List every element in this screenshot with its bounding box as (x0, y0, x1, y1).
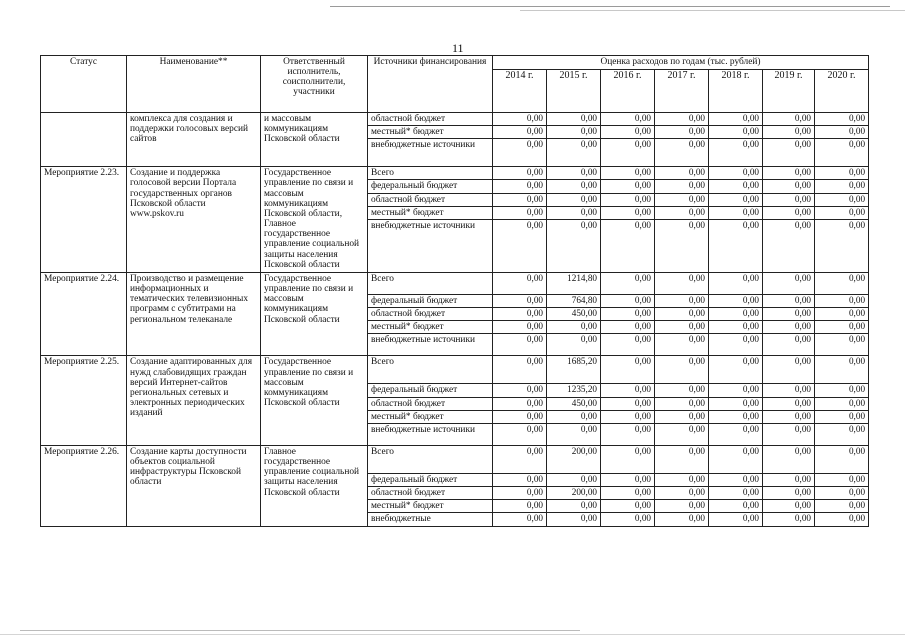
value-cell: 0,00 (815, 321, 869, 334)
scan-line (0, 634, 905, 635)
value-cell: 0,00 (709, 167, 763, 180)
measure-name: Производство и размещение информационных и тематических телевизионных программ с субтитрами на региональном телеканале (127, 272, 261, 355)
value-cell: 0,00 (815, 384, 869, 397)
value-cell: 0,00 (815, 113, 869, 126)
value-cell: 0,00 (655, 356, 709, 384)
value-cell: 0,00 (763, 356, 815, 384)
source-cell: местный* бюджет (368, 206, 493, 219)
source-cell: местный* бюджет (368, 500, 493, 513)
value-cell: 0,00 (601, 487, 655, 500)
value-cell: 450,00 (547, 397, 601, 410)
value-cell: 0,00 (493, 423, 547, 445)
value-cell: 0,00 (547, 206, 601, 219)
header-year: 2020 г. (815, 70, 869, 113)
header-executor: Ответственный исполнитель, соисполнители, участники (261, 56, 368, 113)
value-cell: 0,00 (709, 513, 763, 526)
value-cell: 0,00 (493, 384, 547, 397)
value-cell: 0,00 (709, 113, 763, 126)
header-estimate: Оценка расходов по годам (тыс. рублей) (493, 56, 869, 70)
page-number: 11 (452, 41, 464, 55)
value-cell: 0,00 (655, 219, 709, 272)
value-cell: 0,00 (601, 321, 655, 334)
source-cell: местный* бюджет (368, 321, 493, 334)
value-cell: 764,80 (547, 294, 601, 307)
value-cell: 0,00 (547, 500, 601, 513)
executor-cell: Государственное управление по связи и массовым коммуникациям Псковской области, Главное государственное управление социальной защиты населения Псковской области (261, 167, 368, 273)
value-cell: 0,00 (763, 219, 815, 272)
value-cell: 0,00 (601, 384, 655, 397)
source-cell: областной бюджет (368, 308, 493, 321)
value-cell: 0,00 (763, 180, 815, 193)
executor-cell: Главное государственное управление социальной защиты населения Псковской области (261, 445, 368, 526)
value-cell: 0,00 (601, 445, 655, 473)
value-cell: 0,00 (763, 513, 815, 526)
value-cell: 0,00 (493, 334, 547, 356)
value-cell: 0,00 (601, 423, 655, 445)
value-cell: 0,00 (493, 139, 547, 167)
value-cell: 0,00 (493, 126, 547, 139)
value-cell: 0,00 (601, 410, 655, 423)
value-cell: 0,00 (815, 473, 869, 486)
value-cell: 0,00 (763, 334, 815, 356)
status-cell: Мероприятие 2.26. (41, 445, 127, 526)
value-cell: 0,00 (601, 167, 655, 180)
header-status: Статус (41, 56, 127, 113)
value-cell: 0,00 (493, 397, 547, 410)
value-cell: 0,00 (709, 473, 763, 486)
value-cell: 0,00 (815, 356, 869, 384)
status-cell: Мероприятие 2.23. (41, 167, 127, 273)
value-cell: 0,00 (655, 126, 709, 139)
value-cell: 0,00 (709, 308, 763, 321)
value-cell: 0,00 (601, 180, 655, 193)
source-cell: внебюджетные источники (368, 219, 493, 272)
value-cell: 0,00 (815, 445, 869, 473)
scan-line (520, 10, 905, 11)
header-year: 2015 г. (547, 70, 601, 113)
measure-name: Создание карты доступности объектов социальной инфраструктуры Псковской области (127, 445, 261, 526)
scan-artifact-bottom (0, 626, 905, 640)
header-year: 2014 г. (493, 70, 547, 113)
header-year: 2018 г. (709, 70, 763, 113)
budget-table (40, 55, 869, 527)
value-cell: 0,00 (547, 193, 601, 206)
executor-cell: Государственное управление по связи и массовым коммуникациям Псковской области (261, 272, 368, 355)
header-year: 2017 г. (655, 70, 709, 113)
value-cell: 0,00 (655, 384, 709, 397)
source-cell: Всего (368, 272, 493, 294)
value-cell: 0,00 (709, 334, 763, 356)
value-cell: 0,00 (493, 473, 547, 486)
value-cell: 200,00 (547, 445, 601, 473)
value-cell: 0,00 (655, 308, 709, 321)
value-cell: 0,00 (601, 356, 655, 384)
source-cell: местный* бюджет (368, 410, 493, 423)
value-cell: 0,00 (709, 272, 763, 294)
source-cell: внебюджетные (368, 513, 493, 526)
value-cell: 0,00 (815, 193, 869, 206)
value-cell: 0,00 (709, 193, 763, 206)
source-cell: областной бюджет (368, 487, 493, 500)
value-cell: 0,00 (493, 308, 547, 321)
source-cell: Всего (368, 445, 493, 473)
value-cell: 0,00 (709, 180, 763, 193)
scan-line (330, 6, 890, 7)
value-cell: 0,00 (815, 397, 869, 410)
value-cell: 0,00 (709, 500, 763, 513)
value-cell: 0,00 (815, 294, 869, 307)
value-cell: 0,00 (763, 487, 815, 500)
value-cell: 0,00 (493, 410, 547, 423)
value-cell: 0,00 (655, 193, 709, 206)
value-cell: 0,00 (547, 180, 601, 193)
value-cell: 0,00 (547, 473, 601, 486)
source-cell: Всего (368, 356, 493, 384)
scan-line (20, 630, 580, 631)
value-cell: 0,00 (709, 294, 763, 307)
executor-cell: Государственное управление по связи и массовым коммуникациям Псковской области (261, 356, 368, 445)
value-cell: 0,00 (709, 321, 763, 334)
value-cell: 0,00 (655, 445, 709, 473)
value-cell: 0,00 (655, 410, 709, 423)
value-cell: 0,00 (655, 397, 709, 410)
measure-name: комплекса для создания и поддержки голосовых версий сайтов (127, 113, 261, 167)
value-cell: 0,00 (815, 500, 869, 513)
value-cell: 0,00 (763, 410, 815, 423)
value-cell: 0,00 (601, 193, 655, 206)
value-cell: 0,00 (601, 513, 655, 526)
value-cell: 0,00 (763, 167, 815, 180)
value-cell: 0,00 (763, 384, 815, 397)
value-cell: 0,00 (493, 167, 547, 180)
value-cell: 0,00 (763, 473, 815, 486)
value-cell: 0,00 (763, 206, 815, 219)
value-cell: 0,00 (655, 473, 709, 486)
value-cell: 0,00 (493, 321, 547, 334)
value-cell: 0,00 (547, 410, 601, 423)
value-cell: 0,00 (547, 139, 601, 167)
source-cell: областной бюджет (368, 193, 493, 206)
value-cell: 0,00 (763, 423, 815, 445)
value-cell: 0,00 (655, 139, 709, 167)
value-cell: 0,00 (601, 334, 655, 356)
value-cell: 0,00 (601, 219, 655, 272)
value-cell: 0,00 (763, 126, 815, 139)
value-cell: 0,00 (601, 308, 655, 321)
value-cell: 0,00 (493, 513, 547, 526)
value-cell: 0,00 (547, 423, 601, 445)
value-cell: 0,00 (655, 167, 709, 180)
value-cell: 0,00 (763, 397, 815, 410)
value-cell: 0,00 (815, 272, 869, 294)
header-name: Наименование** (127, 56, 261, 113)
source-cell: федеральный бюджет (368, 473, 493, 486)
source-cell: внебюджетные источники (368, 334, 493, 356)
value-cell: 0,00 (601, 473, 655, 486)
value-cell: 0,00 (763, 294, 815, 307)
value-cell: 0,00 (547, 321, 601, 334)
value-cell: 0,00 (601, 500, 655, 513)
source-cell: федеральный бюджет (368, 384, 493, 397)
value-cell: 0,00 (815, 410, 869, 423)
value-cell: 0,00 (655, 206, 709, 219)
value-cell: 0,00 (709, 384, 763, 397)
value-cell: 0,00 (601, 113, 655, 126)
value-cell: 0,00 (709, 139, 763, 167)
value-cell: 0,00 (763, 500, 815, 513)
value-cell: 0,00 (655, 294, 709, 307)
value-cell: 0,00 (709, 445, 763, 473)
value-cell: 0,00 (493, 180, 547, 193)
value-cell: 0,00 (601, 294, 655, 307)
value-cell: 0,00 (547, 126, 601, 139)
value-cell: 0,00 (493, 219, 547, 272)
value-cell: 0,00 (709, 487, 763, 500)
value-cell: 0,00 (815, 167, 869, 180)
source-cell: федеральный бюджет (368, 180, 493, 193)
value-cell: 0,00 (763, 193, 815, 206)
scan-artifact-top (0, 0, 905, 16)
value-cell: 0,00 (709, 410, 763, 423)
value-cell: 0,00 (815, 513, 869, 526)
value-cell: 0,00 (655, 487, 709, 500)
value-cell: 0,00 (493, 445, 547, 473)
value-cell: 0,00 (763, 272, 815, 294)
source-cell: областной бюджет (368, 397, 493, 410)
value-cell: 0,00 (493, 356, 547, 384)
value-cell: 1214,80 (547, 272, 601, 294)
value-cell: 0,00 (815, 423, 869, 445)
value-cell: 0,00 (493, 206, 547, 219)
value-cell: 0,00 (493, 500, 547, 513)
header-sources: Источники финансирования (368, 56, 493, 113)
value-cell: 0,00 (815, 308, 869, 321)
value-cell: 0,00 (815, 487, 869, 500)
value-cell: 0,00 (547, 334, 601, 356)
value-cell: 0,00 (709, 219, 763, 272)
value-cell: 0,00 (601, 397, 655, 410)
value-cell: 1685,20 (547, 356, 601, 384)
measure-name: Создание адаптированных для нужд слабовидящих граждан версий Интернет-сайтов региональных сетевых и электронных периодических изданий (127, 356, 261, 445)
value-cell: 0,00 (493, 487, 547, 500)
value-cell: 0,00 (815, 180, 869, 193)
value-cell: 0,00 (601, 272, 655, 294)
value-cell: 0,00 (547, 167, 601, 180)
value-cell: 0,00 (547, 513, 601, 526)
value-cell: 1235,20 (547, 384, 601, 397)
source-cell: федеральный бюджет (368, 294, 493, 307)
value-cell: 0,00 (709, 126, 763, 139)
value-cell: 0,00 (655, 180, 709, 193)
header-year: 2019 г. (763, 70, 815, 113)
status-cell: Мероприятие 2.24. (41, 272, 127, 355)
value-cell: 450,00 (547, 308, 601, 321)
source-cell: внебюджетные источники (368, 139, 493, 167)
value-cell: 0,00 (493, 294, 547, 307)
value-cell: 0,00 (655, 513, 709, 526)
value-cell: 0,00 (763, 445, 815, 473)
value-cell: 0,00 (655, 500, 709, 513)
value-cell: 0,00 (815, 334, 869, 356)
value-cell: 0,00 (709, 356, 763, 384)
source-cell: местный* бюджет (368, 126, 493, 139)
value-cell: 0,00 (601, 139, 655, 167)
status-cell: Мероприятие 2.25. (41, 356, 127, 445)
value-cell: 0,00 (493, 272, 547, 294)
value-cell: 0,00 (547, 113, 601, 126)
source-cell: Всего (368, 167, 493, 180)
value-cell: 0,00 (547, 219, 601, 272)
value-cell: 0,00 (709, 206, 763, 219)
value-cell: 0,00 (601, 126, 655, 139)
value-cell: 0,00 (815, 126, 869, 139)
value-cell: 0,00 (655, 334, 709, 356)
executor-cell: и массовым коммуникациям Псковской области (261, 113, 368, 167)
value-cell: 0,00 (655, 423, 709, 445)
value-cell: 0,00 (763, 113, 815, 126)
value-cell: 0,00 (709, 423, 763, 445)
value-cell: 200,00 (547, 487, 601, 500)
value-cell: 0,00 (763, 139, 815, 167)
value-cell: 0,00 (601, 206, 655, 219)
value-cell: 0,00 (493, 113, 547, 126)
source-cell: внебюджетные источники (368, 423, 493, 445)
value-cell: 0,00 (655, 321, 709, 334)
value-cell: 0,00 (815, 206, 869, 219)
status-cell (41, 113, 127, 167)
value-cell: 0,00 (815, 219, 869, 272)
value-cell: 0,00 (493, 193, 547, 206)
value-cell: 0,00 (815, 139, 869, 167)
value-cell: 0,00 (763, 321, 815, 334)
value-cell: 0,00 (655, 113, 709, 126)
header-year: 2016 г. (601, 70, 655, 113)
source-cell: областной бюджет (368, 113, 493, 126)
value-cell: 0,00 (763, 308, 815, 321)
measure-name: Создание и поддержка голосовой версии Портала государственных органов Псковской области www.pskov.ru (127, 167, 261, 273)
value-cell: 0,00 (709, 397, 763, 410)
value-cell: 0,00 (655, 272, 709, 294)
